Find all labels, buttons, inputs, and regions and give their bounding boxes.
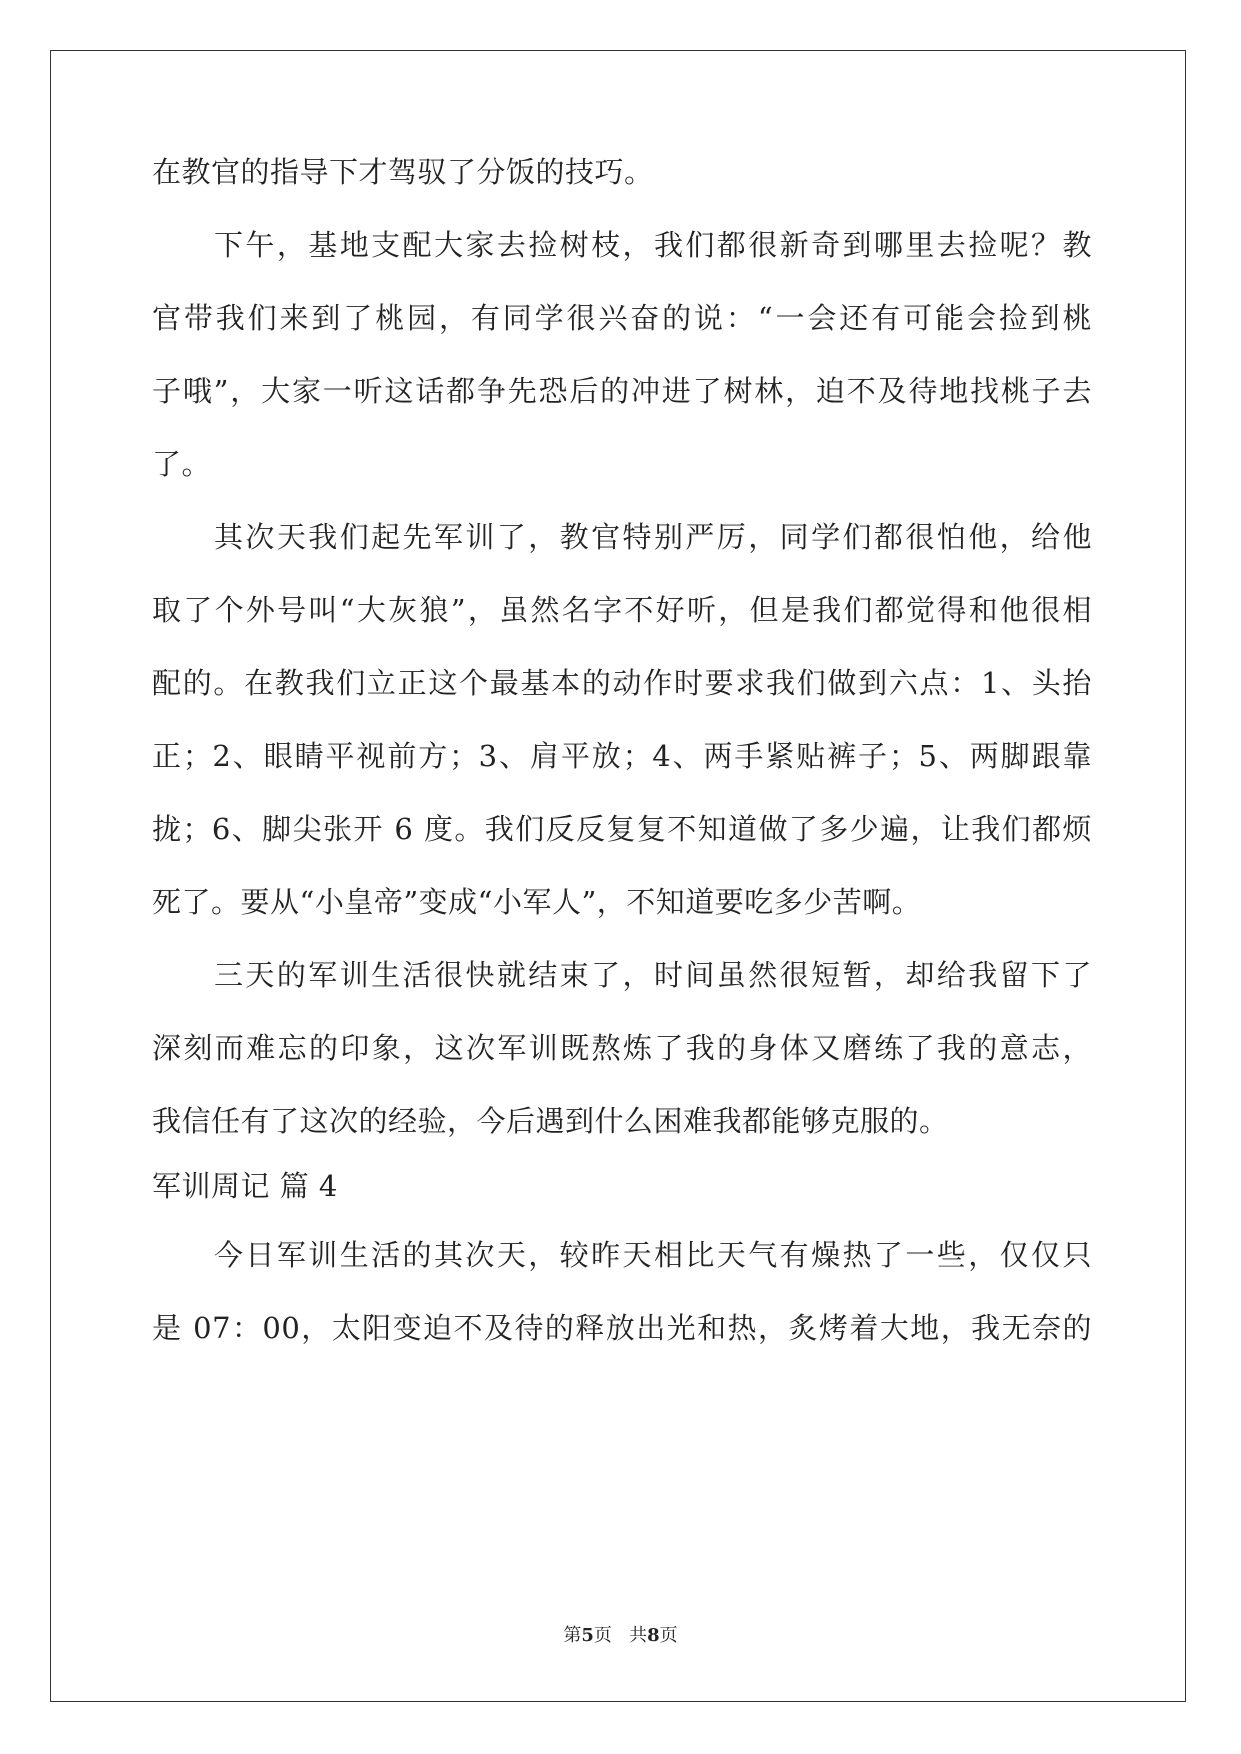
text-line: 取了个外号叫“大灰狼”，虽然名字不好听，但是我们都觉得和他很相 — [152, 593, 1092, 627]
text-line: 拢；6、脚尖张开 6 度。我们反反复复不知道做了多少遍，让我们都烦 — [152, 812, 1092, 846]
current-page-number: 5 — [581, 1625, 594, 1646]
section-heading: 军训周记 篇 4 — [152, 1169, 338, 1203]
page-footer — [0, 1621, 1241, 1647]
text-line: 死了。要从“小皇帝”变成“小军人”，不知道要吃多少苦啊。 — [152, 885, 922, 919]
text-line: 正；2、眼睛平视前方；3、肩平放；4、两手紧贴裤子；5、两脚跟靠 — [152, 739, 1092, 773]
text-line: 子哦”，大家一听这话都争先恐后的冲进了树林，迫不及待地找桃子去 — [152, 374, 1092, 408]
text-line: 我信任有了这次的经验，今后遇到什么困难我都能够克服的。 — [152, 1104, 949, 1138]
footer-prefix: 第 — [563, 1625, 582, 1646]
total-page-number: 8 — [647, 1625, 660, 1646]
paragraph-start-line: 下午，基地支配大家去捡树枝，我们都很新奇到哪里去捡呢？教 — [214, 228, 1092, 262]
paragraph-start-line: 今日军训生活的其次天，较昨天相比天气有燥热了一些，仅仅只 — [214, 1238, 1092, 1272]
paragraph-start-line: 三天的军训生活很快就结束了，时间虽然很短暂，却给我留下了 — [214, 958, 1092, 992]
footer-suffix: 页 — [659, 1625, 678, 1646]
text-line: 在教官的指导下才驾驭了分饭的技巧。 — [152, 155, 654, 189]
text-line: 官带我们来到了桃园，有同学很兴奋的说：“一会还有可能会捡到桃 — [152, 301, 1092, 335]
text-line: 了。 — [152, 447, 212, 481]
text-line: 深刻而难忘的印象，这次军训既熬炼了我的身体又磨练了我的意志， — [152, 1031, 1092, 1065]
paragraph-start-line: 其次天我们起先军训了，教官特别严厉，同学们都很怕他，给他 — [214, 520, 1092, 554]
text-line: 是 07：00，太阳变迫不及待的释放出光和热，炙烤着大地，我无奈的 — [152, 1311, 1092, 1345]
text-line: 配的。在教我们立正这个最基本的动作时要求我们做到六点：1、头抬 — [152, 666, 1092, 700]
footer-mid: 页 共 — [593, 1625, 648, 1646]
